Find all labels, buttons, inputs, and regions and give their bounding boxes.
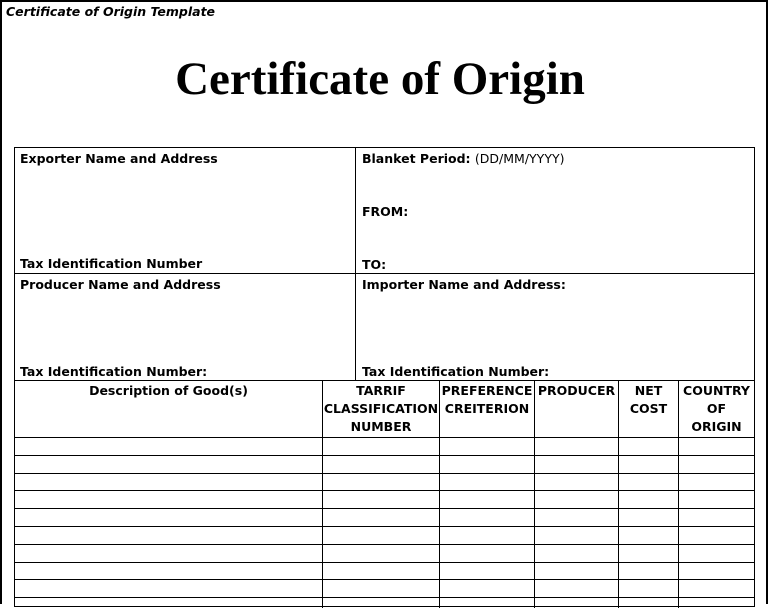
table-row-line [15,562,754,563]
table-row-line [15,437,754,438]
exporter-name-label: Exporter Name and Address [20,151,218,166]
top-section-divider [355,148,356,380]
exporter-tax-label: Tax Identification Number [20,256,203,271]
table-row-line [15,490,754,491]
producer-tax-label: Tax Identification Number: [20,364,208,379]
exporter-name-field[interactable] [20,170,350,252]
importer-name-label: Importer Name and Address: [362,277,566,292]
from-date-field[interactable] [410,200,740,222]
col-divider-3 [534,380,535,608]
col-header-preference: PREFERENCE CREITERION [441,383,533,416]
importer-name-field[interactable] [362,296,747,360]
blanket-period-label: Blanket Period: (DD/MM/YYYY) [362,151,565,166]
importer-tax-label: Tax Identification Number: [362,364,550,379]
col-header-country: COUNTRY OF ORIGIN [683,383,750,434]
table-row-line [15,473,754,474]
producer-name-field[interactable] [20,296,350,360]
date-format-hint: (DD/MM/YYYY) [474,151,565,166]
table-row-line [15,508,754,509]
table-row-line [15,579,754,580]
producer-name-label: Producer Name and Address [20,277,221,292]
certificate-form [14,147,755,607]
goods-table [15,380,754,608]
table-row-line [15,544,754,545]
page-title: Certificate of Origin [175,53,585,105]
col-header-producer: PRODUCER [537,383,616,398]
to-date-field[interactable] [390,253,740,271]
from-label: FROM: [362,204,409,219]
col-header-tariff: TARRIF CLASSIFICATION NUMBER [323,383,439,434]
col-header-description: Description of Good(s) [89,383,248,398]
table-row-line [15,597,754,598]
section-divider-1 [15,273,754,274]
document-label: Certificate of Origin Template [6,4,216,19]
to-label: TO: [362,257,387,272]
table-row-line [15,526,754,527]
col-header-net-cost: NET COST [629,383,668,416]
table-row-line [15,455,754,456]
